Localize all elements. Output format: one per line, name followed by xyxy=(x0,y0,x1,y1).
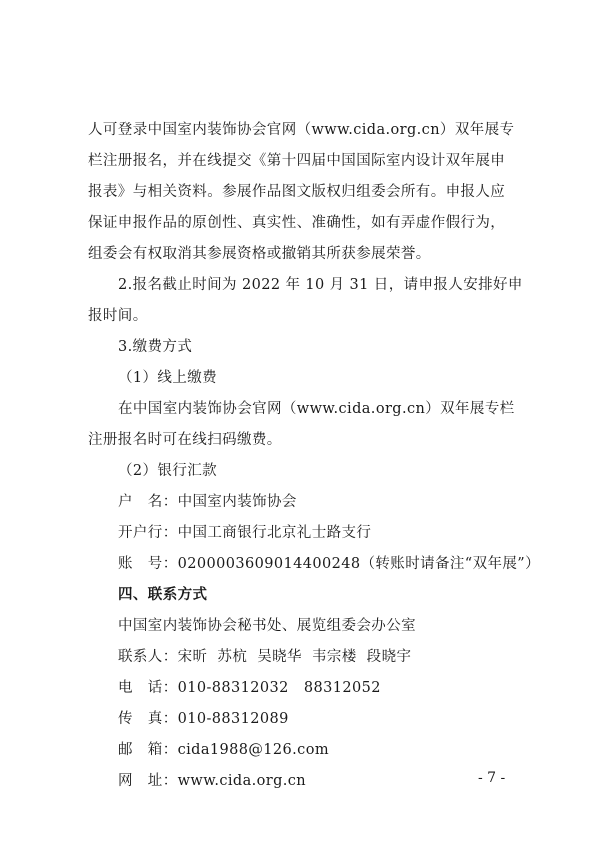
bank-transfer-title: （2）银行汇款 xyxy=(118,463,218,479)
contact-fax-label: 传 真： xyxy=(118,711,178,727)
bank-value: 中国工商银行北京礼士路支行 xyxy=(177,525,372,541)
account-number-value: 0200003609014400248（转账时请备注“双年展”） xyxy=(177,556,541,572)
paragraph-line: 栏注册报名，并在线提交《第十四届中国国际室内设计双年展申 xyxy=(88,153,506,169)
account-name-value: 中国室内装饰协会 xyxy=(177,494,297,510)
contact-email-row xyxy=(118,738,329,762)
account-name-label: 户 名： xyxy=(118,494,178,510)
bank-row xyxy=(118,521,371,545)
account-name-row xyxy=(118,490,297,514)
paragraph-line: 人可登录中国室内装饰协会官网（www.cida.org.cn）双年展专 xyxy=(88,122,515,138)
page-number: - 7 - xyxy=(478,770,506,786)
paragraph-line: 保证申报作品的原创性、真实性、准确性，如有弄虚作假行为， xyxy=(88,215,506,231)
payment-title: 3.缴费方式 xyxy=(118,339,193,355)
contact-email-value: cida1988@126.com xyxy=(177,742,329,758)
deadline-line: 报时间。 xyxy=(88,308,148,324)
paragraph-line: 组委会有权取消其参展资格或撤销其所获参展荣誉。 xyxy=(88,246,431,262)
bank-label: 开户行： xyxy=(118,525,178,541)
online-payment-text: 在中国室内装饰协会官网（www.cida.org.cn）双年展专栏 xyxy=(118,401,515,417)
contact-fax-value: 010-88312089 xyxy=(177,711,289,727)
contact-web-row xyxy=(118,769,306,793)
account-number-label: 账 号： xyxy=(118,556,178,572)
online-payment-title: （1）线上缴费 xyxy=(118,370,218,386)
contact-office: 中国室内装饰协会秘书处、展览组委会办公室 xyxy=(118,618,416,634)
contact-web-label: 网 址： xyxy=(118,773,178,789)
contact-people-label: 联系人： xyxy=(118,649,178,665)
deadline-line: 2.报名截止时间为 2022 年 10 月 31 日，请申报人安排好申 xyxy=(118,277,523,293)
contact-phone-label: 电 话： xyxy=(118,680,178,696)
online-payment-text: 注册报名时可在线扫码缴费。 xyxy=(88,432,282,448)
paragraph-line: 报表》与相关资料。参展作品图文版权归组委会所有。申报人应 xyxy=(88,184,506,200)
contact-email-label: 邮 箱： xyxy=(118,742,178,758)
contact-web-value: www.cida.org.cn xyxy=(177,773,307,789)
contact-people-value: 宋昕 苏杭 吴晓华 韦宗楼 段晓宇 xyxy=(177,649,412,665)
account-number-row xyxy=(118,552,540,576)
section-heading: 四、联系方式 xyxy=(118,587,208,603)
contact-phone-row xyxy=(118,676,381,700)
contact-people-row xyxy=(118,645,411,669)
contact-phone-value: 010-88312032 88312052 xyxy=(177,680,381,696)
contact-fax-row xyxy=(118,707,289,731)
